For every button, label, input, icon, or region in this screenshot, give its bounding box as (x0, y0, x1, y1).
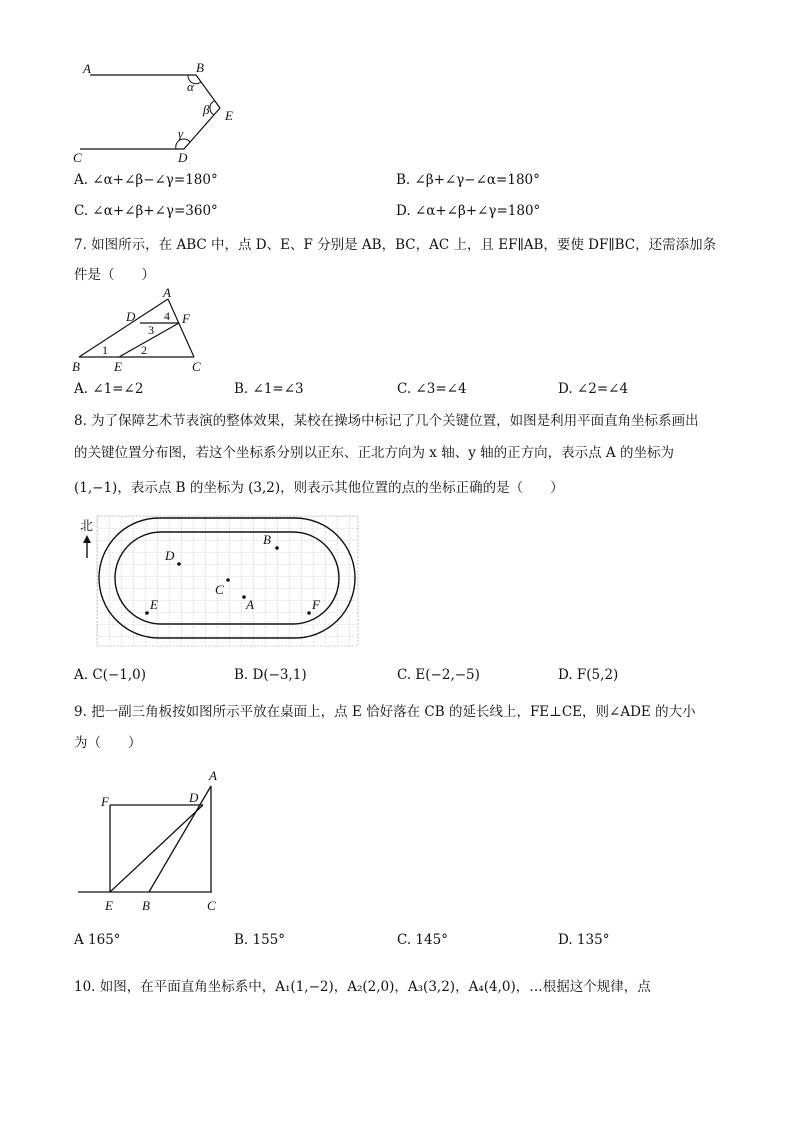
fig7-angle-2: 2 (141, 343, 147, 357)
q9-option-c[interactable]: C. 145° (397, 932, 448, 948)
fig6-label-a: A (83, 61, 91, 76)
fig6-label-gamma: γ (178, 126, 184, 141)
fig7-angle-1: 1 (102, 343, 108, 357)
fig7-angle-4: 4 (164, 309, 170, 323)
fig6-label-c: C (73, 150, 82, 165)
point-e (145, 611, 149, 615)
q9-option-a[interactable]: A 165° (74, 932, 121, 948)
q8-option-a[interactable]: A. C(−1,0) (74, 667, 146, 683)
q8-stem-line3: (1,−1)，表示点 B 的坐标为 (3,2)，则表示其他位置的点的坐标正确的是（ ） (74, 480, 564, 496)
fig7-label-f: F (182, 311, 190, 326)
fig9-label-c: C (207, 898, 216, 913)
fig8-label-f: F (312, 597, 320, 612)
q7-option-b[interactable]: B. ∠1=∠3 (234, 381, 304, 397)
q7-option-d[interactable]: D. ∠2=∠4 (558, 381, 629, 397)
fig8-label-a: A (246, 597, 254, 612)
fig7-label-e: E (114, 359, 122, 374)
fig9-label-b: B (142, 898, 150, 913)
point-b (275, 546, 279, 550)
q7-stem-line2: 件是（ ） (74, 267, 155, 283)
fig9-label-f: F (101, 794, 109, 809)
q6-option-a[interactable]: A. ∠α+∠β−∠γ=180° (74, 172, 218, 188)
fig9-label-e: E (105, 898, 113, 913)
q7-stem-line1: 7. 如图所示，在 ABC 中，点 D、E、F 分别是 AB，BC，AC 上，且 EF∥AB，要使 DF∥BC，还需添加条 (74, 237, 717, 253)
fig8-label-e: E (150, 597, 158, 612)
q6-figure (70, 58, 250, 168)
fig8-label-b: B (263, 532, 271, 547)
q9-option-d[interactable]: D. 135° (558, 932, 610, 948)
q7-option-a[interactable]: A. ∠1=∠2 (74, 381, 144, 397)
fig6-label-d: D (178, 150, 188, 165)
q8-option-d[interactable]: D. F(5,2) (558, 667, 619, 683)
q10-stem-line1: 10. 如图，在平面直角坐标系中，A₁(1,−2)，A₂(2,0)，A₃(3,2)，A₄(4,0)，…根据这个规律，点 (74, 979, 651, 995)
q8-stem-line2: 的关键位置分布图，若这个坐标系分别以正东、正北方向为 x 轴、y 轴的正方向，表示点 A 的坐标为 (74, 445, 674, 461)
fig7-label-a: A (163, 287, 171, 300)
fig9-label-a: A (209, 768, 217, 783)
q9-option-b[interactable]: B. 155° (234, 932, 286, 948)
fig8-label-c: C (215, 582, 224, 597)
q9-stem-line1: 9. 把一副三角板按如图所示平放在桌面上，点 E 恰好落在 CB 的延长线上，FE⊥CE，则∠ADE 的大小 (74, 704, 696, 720)
fig6-label-e: E (225, 108, 233, 123)
q7-option-c[interactable]: C. ∠3=∠4 (397, 381, 467, 397)
fig6-label-b: B (196, 60, 204, 75)
q8-figure (74, 512, 364, 652)
q8-stem-line1: 8. 为了保障艺术节表演的整体效果，某校在操场中标记了几个关键位置，如图是利用平面直角坐标系画出 (74, 413, 699, 429)
fig6-label-alpha: α (187, 79, 194, 94)
north-label: 北 (80, 518, 94, 533)
point-d (177, 562, 181, 566)
q7-figure (66, 287, 216, 377)
fig9-label-d: D (189, 790, 199, 805)
fig7-label-c: C (192, 359, 201, 374)
q9-figure (74, 764, 234, 916)
point-f (307, 611, 311, 615)
fig7-angle-3: 3 (148, 323, 154, 337)
q9-stem-line2: 为（ ） (74, 735, 142, 751)
q8-option-c[interactable]: C. E(−2,−5) (397, 667, 480, 683)
q8-option-b[interactable]: B. D(−3,1) (234, 667, 307, 683)
q6-option-b[interactable]: B. ∠β+∠γ−∠α=180° (396, 172, 540, 188)
fig7-label-b: B (72, 359, 80, 374)
fig6-label-beta: β (203, 102, 210, 117)
q6-option-c[interactable]: C. ∠α+∠β+∠γ=360° (74, 203, 218, 219)
point-c (226, 578, 230, 582)
fig7-label-d: D (126, 309, 136, 324)
fig8-label-d: D (165, 548, 175, 563)
q6-option-d[interactable]: D. ∠α+∠β+∠γ=180° (396, 203, 541, 219)
